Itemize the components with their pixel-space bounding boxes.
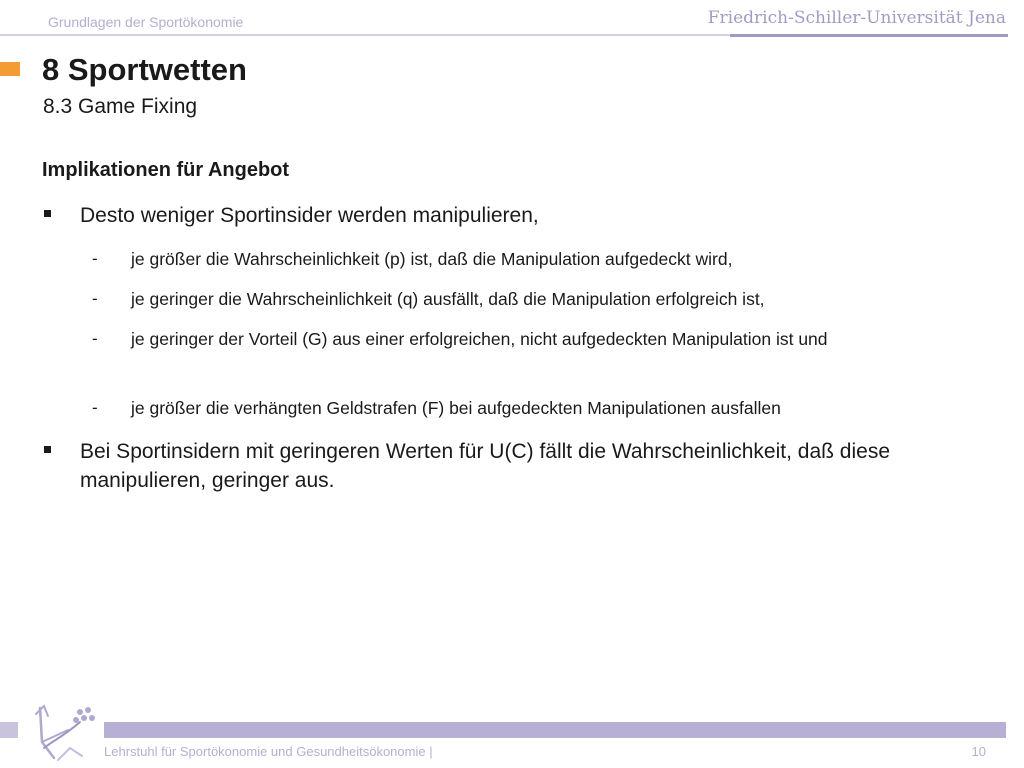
bullet-item bbox=[42, 201, 982, 230]
dash-bullet-icon: - bbox=[92, 289, 98, 308]
sub-item-text: je geringer der Vorteil (G) aus einer erfolgreichen, nicht aufgedeckten Manipulation ist und bbox=[131, 329, 828, 349]
dash-bullet-icon: - bbox=[92, 398, 98, 417]
header-rule bbox=[0, 34, 730, 36]
university-name: Friedrich-Schiller-Universität Jena bbox=[707, 8, 1006, 28]
chair-logo-icon bbox=[24, 700, 104, 764]
square-bullet-icon bbox=[44, 210, 51, 217]
page-number: 10 bbox=[971, 744, 986, 759]
footer-bar bbox=[104, 722, 1006, 738]
title-accent-marker bbox=[0, 62, 20, 76]
dash-bullet-icon: - bbox=[92, 249, 98, 268]
dash-bullet-icon: - bbox=[92, 329, 98, 348]
sub-item-text: je größer die Wahrscheinlichkeit (p) ist, daß die Manipulation aufgedeckt wird, bbox=[131, 249, 733, 269]
square-bullet-icon bbox=[44, 446, 51, 453]
course-title: Grundlagen der Sportökonomie bbox=[48, 14, 244, 30]
footer-bar-left bbox=[0, 722, 18, 738]
sub-item bbox=[92, 394, 992, 422]
bullet-text: Desto weniger Sportinsider werden manipulieren, bbox=[80, 204, 539, 227]
sub-item bbox=[92, 245, 992, 273]
sub-item-text: je geringer die Wahrscheinlichkeit (q) ausfällt, daß die Manipulation erfolgreich ist, bbox=[131, 289, 765, 309]
university-rule bbox=[730, 34, 1008, 37]
sub-item bbox=[92, 285, 992, 313]
bullet-item bbox=[42, 437, 982, 495]
sub-item-text: je größer die verhängten Geldstrafen (F) bei aufgedeckten Manipulationen ausfallen bbox=[131, 398, 781, 418]
slide-subtitle: 8.3 Game Fixing bbox=[43, 95, 198, 118]
bullet-text: Bei Sportinsidern mit geringeren Werten für U(C) fällt die Wahrscheinlichkeit, daß diese manipulieren, geringer aus. bbox=[80, 440, 891, 492]
footer-chair-name: Lehrstuhl für Sportökonomie und Gesundheitsökonomie | bbox=[104, 744, 433, 759]
section-heading: Implikationen für Angebot bbox=[42, 159, 290, 181]
sub-item bbox=[92, 325, 992, 353]
slide-title: 8 Sportwetten bbox=[42, 52, 247, 87]
